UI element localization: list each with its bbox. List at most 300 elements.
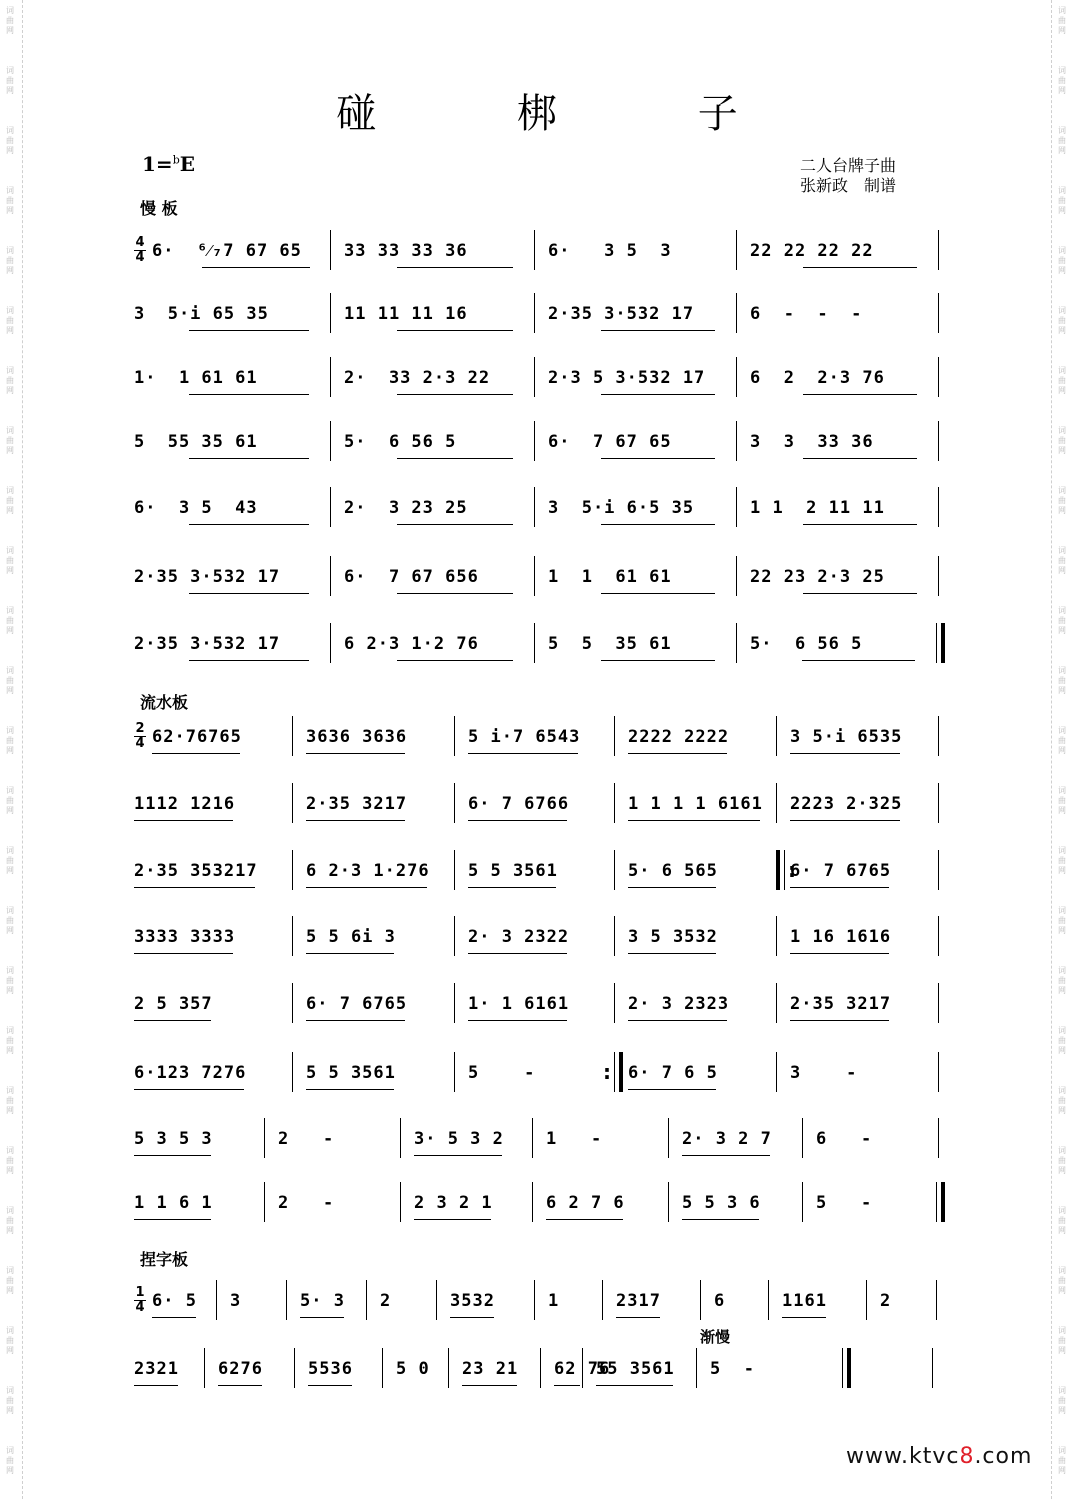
measure <box>134 1354 192 1396</box>
measure <box>546 1188 656 1230</box>
beam-line <box>468 953 567 954</box>
measure <box>306 989 442 1031</box>
barline <box>400 1118 401 1158</box>
measure <box>628 922 764 964</box>
barline <box>292 1052 293 1092</box>
time-signature-bottom: 4 <box>135 250 145 265</box>
measure <box>344 236 522 278</box>
barline <box>264 1118 265 1158</box>
measure <box>300 1286 354 1328</box>
measure <box>628 856 764 898</box>
left-watermark-strip <box>0 0 23 1499</box>
measure-notes: 2·35 3·532 17 <box>134 634 281 654</box>
measure-notes: 2·3 5 3·532 17 <box>548 368 706 388</box>
watermark-text: 词曲网 <box>1058 6 1066 35</box>
measure-notes: 1 <box>548 1291 560 1311</box>
measure-notes: 6 - - - <box>750 304 863 324</box>
measure <box>750 629 924 671</box>
measure <box>548 299 724 341</box>
measure <box>750 493 926 535</box>
measure-notes: 2321 <box>134 1359 179 1379</box>
measure-notes: 3 5·i 6535 <box>790 727 903 747</box>
measure-notes: 6· 5 <box>152 1291 197 1311</box>
measure-notes: 6· 7 6765 <box>306 994 408 1014</box>
beam-line <box>802 660 915 661</box>
watermark-text: 词曲网 <box>6 1386 14 1415</box>
measure-notes: 6· 7 67 656 <box>344 567 479 587</box>
section-slow-label: 慢 板 <box>140 199 178 218</box>
measure-notes: 33 33 33 36 <box>344 241 468 261</box>
score-row <box>134 789 940 831</box>
measure <box>134 1058 280 1100</box>
beam-line <box>397 394 513 395</box>
tempo-change-marking: 渐慢 <box>700 1328 731 1346</box>
barline <box>696 1348 697 1388</box>
measure <box>548 629 724 671</box>
measure <box>546 1124 656 1166</box>
barline <box>842 1348 851 1388</box>
barline <box>532 1118 533 1158</box>
measure-notes: 2·35 3217 <box>306 794 408 814</box>
measure-notes: 6· 7 6766 <box>468 794 570 814</box>
beam-line <box>596 1385 673 1386</box>
score-row <box>134 1058 940 1100</box>
barline <box>938 916 939 956</box>
barline <box>776 916 777 956</box>
barline <box>614 716 615 756</box>
barline <box>932 1348 933 1388</box>
barline <box>330 293 331 333</box>
barline <box>454 983 455 1023</box>
measure-notes: 3 5·i 6·5 35 <box>548 498 695 518</box>
watermark-text: 词曲网 <box>1058 726 1066 755</box>
measure-notes: 2317 <box>616 1291 661 1311</box>
measure-notes: 5 55 35 61 <box>134 432 258 452</box>
measure-notes: 3636 3636 <box>306 727 408 747</box>
right-watermark-strip <box>1051 0 1074 1499</box>
measure-notes: 1 1 2 11 11 <box>750 498 885 518</box>
barline <box>534 421 535 461</box>
measure-notes: 62·76765 <box>152 727 242 747</box>
beam-line <box>468 887 556 888</box>
barline <box>534 487 535 527</box>
measure-notes: 55 3561 <box>596 1359 675 1379</box>
watermark-text: 词曲网 <box>6 546 14 575</box>
watermark-text: 词曲网 <box>6 366 14 395</box>
measure <box>816 1124 926 1166</box>
beam-line <box>414 1155 502 1156</box>
measure-notes: 1· 1 6161 <box>468 994 570 1014</box>
barline <box>768 1280 769 1320</box>
barline <box>292 783 293 823</box>
beam-line <box>616 1317 660 1318</box>
watermark-text: 词曲网 <box>6 306 14 335</box>
beam-line <box>218 1385 262 1386</box>
measure <box>414 1124 520 1166</box>
barline <box>330 230 331 270</box>
measure-notes: 2 - <box>278 1129 335 1149</box>
beam-line <box>300 1317 344 1318</box>
measure-notes: 3 3 33 36 <box>750 432 874 452</box>
measure <box>134 363 318 405</box>
measure <box>134 789 280 831</box>
measure <box>750 427 926 469</box>
measure <box>344 493 522 535</box>
watermark-text: 词曲网 <box>1058 966 1066 995</box>
measure-notes: 5 5 3561 <box>468 861 558 881</box>
score-row <box>134 493 940 535</box>
measure-notes: 5 - <box>468 1063 536 1083</box>
barline <box>448 1348 449 1388</box>
beam-line <box>682 1219 759 1220</box>
measure-notes: 5· 6 56 5 <box>344 432 457 452</box>
time-signature-top: 1 <box>135 1285 145 1300</box>
measure <box>880 1286 924 1328</box>
measure-notes: 3· 5 3 2 <box>414 1129 504 1149</box>
beam-line <box>134 1155 211 1156</box>
measure-notes: 5 i·7 6543 <box>468 727 581 747</box>
barline <box>736 421 737 461</box>
measure <box>790 722 926 764</box>
measure-notes: 6 2 7 6 <box>546 1193 625 1213</box>
beam-line <box>628 753 727 754</box>
watermark-text: 词曲网 <box>1058 426 1066 455</box>
measure-notes: 1 - <box>546 1129 603 1149</box>
measure <box>134 299 318 341</box>
beam-line <box>397 593 513 594</box>
beam-line <box>601 524 715 525</box>
barline <box>454 783 455 823</box>
beam-line <box>134 820 233 821</box>
barline <box>292 850 293 890</box>
measure-notes: 22 23 2·3 25 <box>750 567 885 587</box>
measure-notes: 11 11 11 16 <box>344 304 468 324</box>
measure-notes: 3532 <box>450 1291 495 1311</box>
beam-line <box>468 1020 567 1021</box>
measure <box>548 236 724 278</box>
watermark-text: 词曲网 <box>6 606 14 635</box>
measure-notes: 3 5 3532 <box>628 927 718 947</box>
barline <box>454 716 455 756</box>
measure <box>468 856 602 898</box>
watermark-text: 词曲网 <box>6 906 14 935</box>
measure-notes: 2· 3 2323 <box>628 994 730 1014</box>
barline <box>936 623 945 663</box>
watermark-text: 词曲网 <box>6 666 14 695</box>
beam-line <box>601 330 715 331</box>
measure-notes: 2 <box>880 1291 892 1311</box>
watermark-text: 词曲网 <box>6 966 14 995</box>
measure <box>306 1058 442 1100</box>
time-signature <box>134 236 146 265</box>
measure-notes: 6·123 7276 <box>134 1063 247 1083</box>
score-row <box>134 1188 940 1230</box>
measure-notes: 2·35 353217 <box>134 861 258 881</box>
watermark-text: 词曲网 <box>1058 786 1066 815</box>
measure-notes: 6· 7 67 65 <box>548 432 672 452</box>
watermark-text: 词曲网 <box>6 1146 14 1175</box>
barline <box>614 983 615 1023</box>
beam-line <box>782 1317 826 1318</box>
beam-line <box>134 1385 178 1386</box>
barline <box>866 1280 867 1320</box>
score-row <box>134 236 940 278</box>
measure <box>682 1188 790 1230</box>
measure <box>468 922 602 964</box>
measure <box>134 493 318 535</box>
watermark-text: 词曲网 <box>6 246 14 275</box>
beam-line <box>397 458 513 459</box>
watermark-text: 词曲网 <box>6 1266 14 1295</box>
measure <box>548 562 724 604</box>
watermark-text: 词曲网 <box>1058 186 1066 215</box>
barline <box>938 783 939 823</box>
measure <box>306 922 442 964</box>
measure <box>152 236 318 278</box>
barline <box>454 850 455 890</box>
barline <box>292 716 293 756</box>
beam-line <box>790 1020 889 1021</box>
measure <box>548 427 724 469</box>
barline <box>736 357 737 397</box>
measure-notes: 2·35 3·532 17 <box>134 567 281 587</box>
beam-line <box>628 1020 727 1021</box>
beam-line <box>546 1219 623 1220</box>
measure <box>548 493 724 535</box>
measure <box>308 1354 370 1396</box>
barline <box>204 1348 205 1388</box>
measure <box>344 629 522 671</box>
score-row <box>134 722 940 764</box>
beam-line <box>682 1155 770 1156</box>
measure-notes: 5 - <box>816 1193 873 1213</box>
beam-line <box>803 593 917 594</box>
watermark-text: 词曲网 <box>1058 1446 1066 1475</box>
beam-line <box>601 660 715 661</box>
barline <box>534 357 535 397</box>
beam-line <box>790 953 889 954</box>
beam-line <box>468 753 578 754</box>
measure <box>596 1354 684 1396</box>
key-signature: 1=$^b$E <box>142 152 195 176</box>
barline <box>938 983 939 1023</box>
beam-line <box>468 820 567 821</box>
measure <box>750 236 926 278</box>
beam-line <box>306 1020 405 1021</box>
measure-notes: 6· 7 6765 <box>790 861 892 881</box>
measure <box>548 363 724 405</box>
barline <box>534 623 535 663</box>
score-title: 碰 梆 子 <box>336 91 802 137</box>
watermark-text: 词曲网 <box>1058 1386 1066 1415</box>
barline <box>668 1118 669 1158</box>
score-row <box>134 1124 940 1166</box>
barline <box>736 623 737 663</box>
measure-notes: 3 <box>230 1291 242 1311</box>
watermark-text: 词曲网 <box>6 1446 14 1475</box>
barline <box>366 1280 367 1320</box>
measure-notes: 6 - <box>816 1129 873 1149</box>
measure-notes: 1 1 1 1 6161 <box>628 794 763 814</box>
measure <box>230 1286 274 1328</box>
measure <box>468 789 602 831</box>
measure-notes: 5 - <box>710 1359 755 1379</box>
site-watermark: www.ktvc8.com <box>846 1444 1033 1469</box>
beam-line <box>601 458 715 459</box>
watermark-text: 词曲网 <box>1058 306 1066 335</box>
watermark-text: 词曲网 <box>6 1326 14 1355</box>
beam-line <box>306 1089 394 1090</box>
watermark-text: 词曲网 <box>6 1086 14 1115</box>
barline <box>330 556 331 596</box>
measure-notes: 3 - <box>790 1063 858 1083</box>
measure-notes: 2·35 3·532 17 <box>548 304 695 324</box>
beam-line <box>790 820 900 821</box>
beam-line <box>134 1219 211 1220</box>
measure <box>548 1286 590 1328</box>
measure <box>134 629 318 671</box>
measure <box>750 562 926 604</box>
watermark-text: 词曲网 <box>6 486 14 515</box>
score-row <box>134 989 940 1031</box>
barline <box>802 1118 803 1158</box>
beam-line <box>189 593 309 594</box>
watermark-text: 词曲网 <box>1058 1326 1066 1355</box>
beam-line <box>601 394 715 395</box>
barline <box>938 716 939 756</box>
measure-notes: 22 22 22 22 <box>750 241 874 261</box>
measure-notes: 2 - <box>278 1193 335 1213</box>
barline <box>776 716 777 756</box>
measure-notes: 5 5 3 6 <box>682 1193 761 1213</box>
barline <box>776 983 777 1023</box>
barline <box>776 1052 777 1092</box>
measure-notes: 23 21 <box>462 1359 519 1379</box>
watermark-text: 词曲网 <box>1058 846 1066 875</box>
watermark-text: 词曲网 <box>6 126 14 155</box>
beam-line <box>306 887 427 888</box>
barline <box>532 1182 533 1222</box>
barline <box>534 293 535 333</box>
barline <box>534 556 535 596</box>
barline <box>436 1280 437 1320</box>
measure <box>380 1286 424 1328</box>
measure-notes: 6· 3 5 3 <box>548 241 672 261</box>
beam-line <box>554 1385 580 1386</box>
beam-line <box>202 267 310 268</box>
measure-notes: 3 5·i 65 35 <box>134 304 269 324</box>
measure <box>278 1188 388 1230</box>
barline <box>938 850 939 890</box>
measure <box>134 427 318 469</box>
measure <box>468 989 602 1031</box>
barline <box>736 293 737 333</box>
beam-line <box>397 267 513 268</box>
measure-notes: 6· 3 5 43 <box>134 498 258 518</box>
watermark-text: 词曲网 <box>6 726 14 755</box>
composer-credit <box>800 156 896 196</box>
beam-line <box>601 593 715 594</box>
watermark-text: 词曲网 <box>1058 666 1066 695</box>
barline <box>736 230 737 270</box>
barline <box>936 1280 937 1320</box>
measure-notes: 6· ⁶⁄₇7 67 65 <box>152 241 302 261</box>
score-row <box>134 562 940 604</box>
measure <box>306 789 442 831</box>
measure <box>344 299 522 341</box>
barline <box>216 1280 217 1320</box>
beam-line <box>189 660 309 661</box>
barline <box>736 487 737 527</box>
watermark-text: 词曲网 <box>1058 606 1066 635</box>
barline <box>614 850 615 890</box>
score-row <box>134 922 940 964</box>
watermark-text: 词曲网 <box>6 1206 14 1235</box>
measure-notes: 1112 1216 <box>134 794 236 814</box>
measure-notes: 5536 <box>308 1359 353 1379</box>
barline <box>330 623 331 663</box>
measure <box>714 1286 756 1328</box>
measure <box>790 1058 926 1100</box>
measure-notes: 1 16 1616 <box>790 927 892 947</box>
watermark-text: 词曲网 <box>6 846 14 875</box>
measure-notes: 5· 3 <box>300 1291 345 1311</box>
barline <box>776 850 785 890</box>
measure-notes: 5 0 <box>396 1359 430 1379</box>
score-row <box>134 629 940 671</box>
watermark-text: 词曲网 <box>6 426 14 455</box>
measure <box>414 1188 520 1230</box>
barline <box>736 556 737 596</box>
beam-line <box>803 267 917 268</box>
barline <box>382 1348 383 1388</box>
measure <box>750 363 926 405</box>
score-row <box>134 299 940 341</box>
watermark-text: 词曲网 <box>1058 1146 1066 1175</box>
score-row <box>134 856 940 898</box>
measure <box>628 722 764 764</box>
measure-notes: 1· 1 61 61 <box>134 368 258 388</box>
watermark-text: 词曲网 <box>1058 66 1066 95</box>
measure-notes: 6276 <box>218 1359 263 1379</box>
beam-line <box>189 330 309 331</box>
barline <box>938 230 939 270</box>
measure-notes: 2 <box>380 1291 392 1311</box>
barline <box>264 1182 265 1222</box>
time-signature-bottom: 4 <box>135 1300 145 1315</box>
measure <box>682 1124 790 1166</box>
measure <box>134 1188 252 1230</box>
barline <box>534 230 535 270</box>
measure <box>750 299 926 341</box>
beam-line <box>397 330 513 331</box>
beam-line <box>450 1317 494 1318</box>
beam-line <box>189 524 309 525</box>
watermark-text: 词曲网 <box>1058 546 1066 575</box>
beam-line <box>397 524 513 525</box>
barline <box>534 1280 535 1320</box>
beam-line <box>803 458 917 459</box>
measure-notes: 5 5 35 61 <box>548 634 672 654</box>
measure-notes: 6 <box>714 1291 726 1311</box>
time-signature <box>134 1286 146 1315</box>
watermark-text: 词曲网 <box>1058 366 1066 395</box>
measure <box>710 1354 830 1396</box>
watermark-text: 词曲网 <box>1058 1206 1066 1235</box>
beam-line <box>152 1317 196 1318</box>
measure <box>134 562 318 604</box>
measure-notes: 6 2 2·3 76 <box>750 368 885 388</box>
